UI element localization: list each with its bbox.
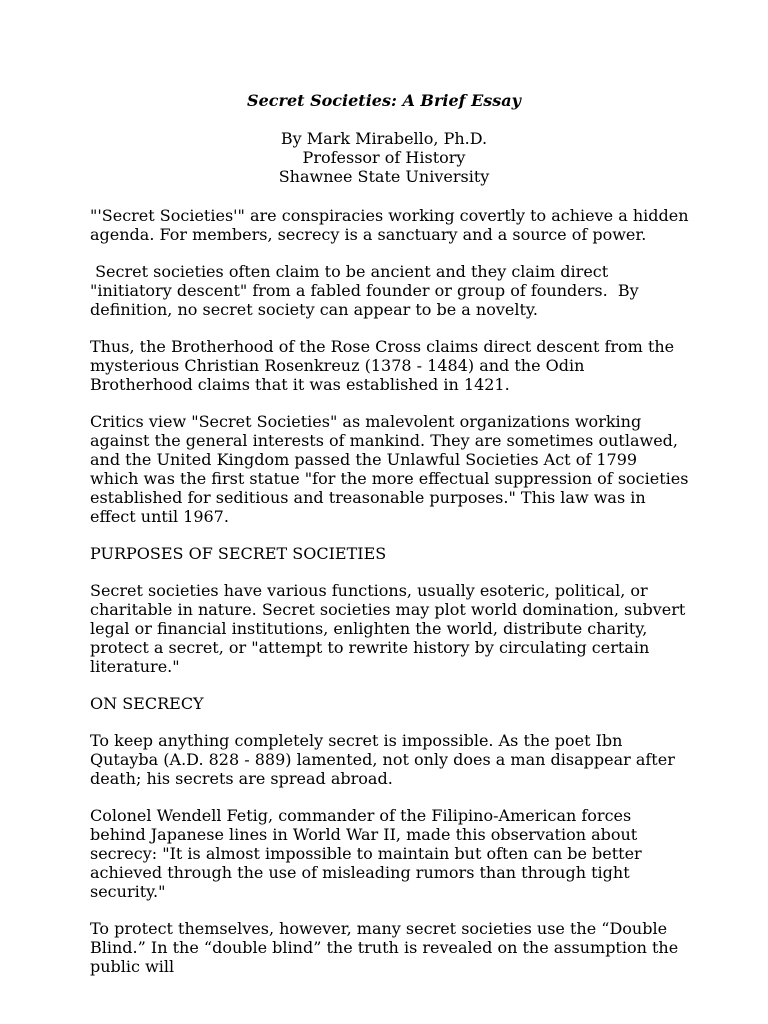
paragraph-1: "'Secret Societies'" are conspiracies working covertly to achieve a hidden agenda. For members, secrecy is a sanctuary and a source of power. [90,206,689,244]
paragraph-7: Colonel Wendell Fetig, commander of the Filipino-American forces behind Japanese lines in World War II, made this observation about secrecy: "It is almost impossible to maintain but often can be better achieved through the use of misleading rumors than through tight security." [90,806,642,901]
paragraph-6: To keep anything completely secret is impossible. As the poet Ibn Qutayba (A.D. 828 - 889) lamented, not only does a man disappear after death; his secrets are spread abroad. [90,731,675,788]
section-heading-secrecy: ON SECRECY [90,694,204,713]
author-affiliation-line: Shawnee State University [278,167,490,186]
paragraph-8: To protect themselves, however, many secret societies use the “Double Blind.” In the “double blind” the truth is revealed on the assumption the public will [90,919,679,976]
paragraph-2: Secret societies often claim to be ancient and they claim direct "initiatory descent" from a fabled founder or group of founders. By definition, no secret society can appear to be a novelty. [90,262,644,319]
paragraph-3: Thus, the Brotherhood of the Rose Cross claims direct descent from the mysterious Christian Rosenkreuz (1378 - 1484) and the Odin Brotherhood claims that it was established in 1421. [90,337,675,394]
paragraph-4: Critics view "Secret Societies" as malevolent organizations working against the general interests of mankind. They are sometimes outlawed, and the United Kingdom passed the Unlawful Societies Act of 1799 which was the first statue "for the more effectual suppression of societies established for seditious and treasonable purposes." This law was in effect until 1967. [90,412,689,526]
author-line: By Mark Mirabello, Ph.D. [280,129,488,148]
paragraph-5: Secret societies have various functions, usually esoteric, political, or charitable in nature. Secret societies may plot world domination, subvert legal or financial institutions, enlighten the world, distribute charity, protect a secret, or "attempt to rewrite history by circulating certain literature." [90,581,686,676]
document-title: Secret Societies: A Brief Essay [247,91,521,110]
author-title-line: Professor of History [302,148,466,167]
document-body [90,206,690,994]
section-heading-purposes: PURPOSES OF SECRET SOCIETIES [90,544,387,563]
byline [0,129,768,186]
